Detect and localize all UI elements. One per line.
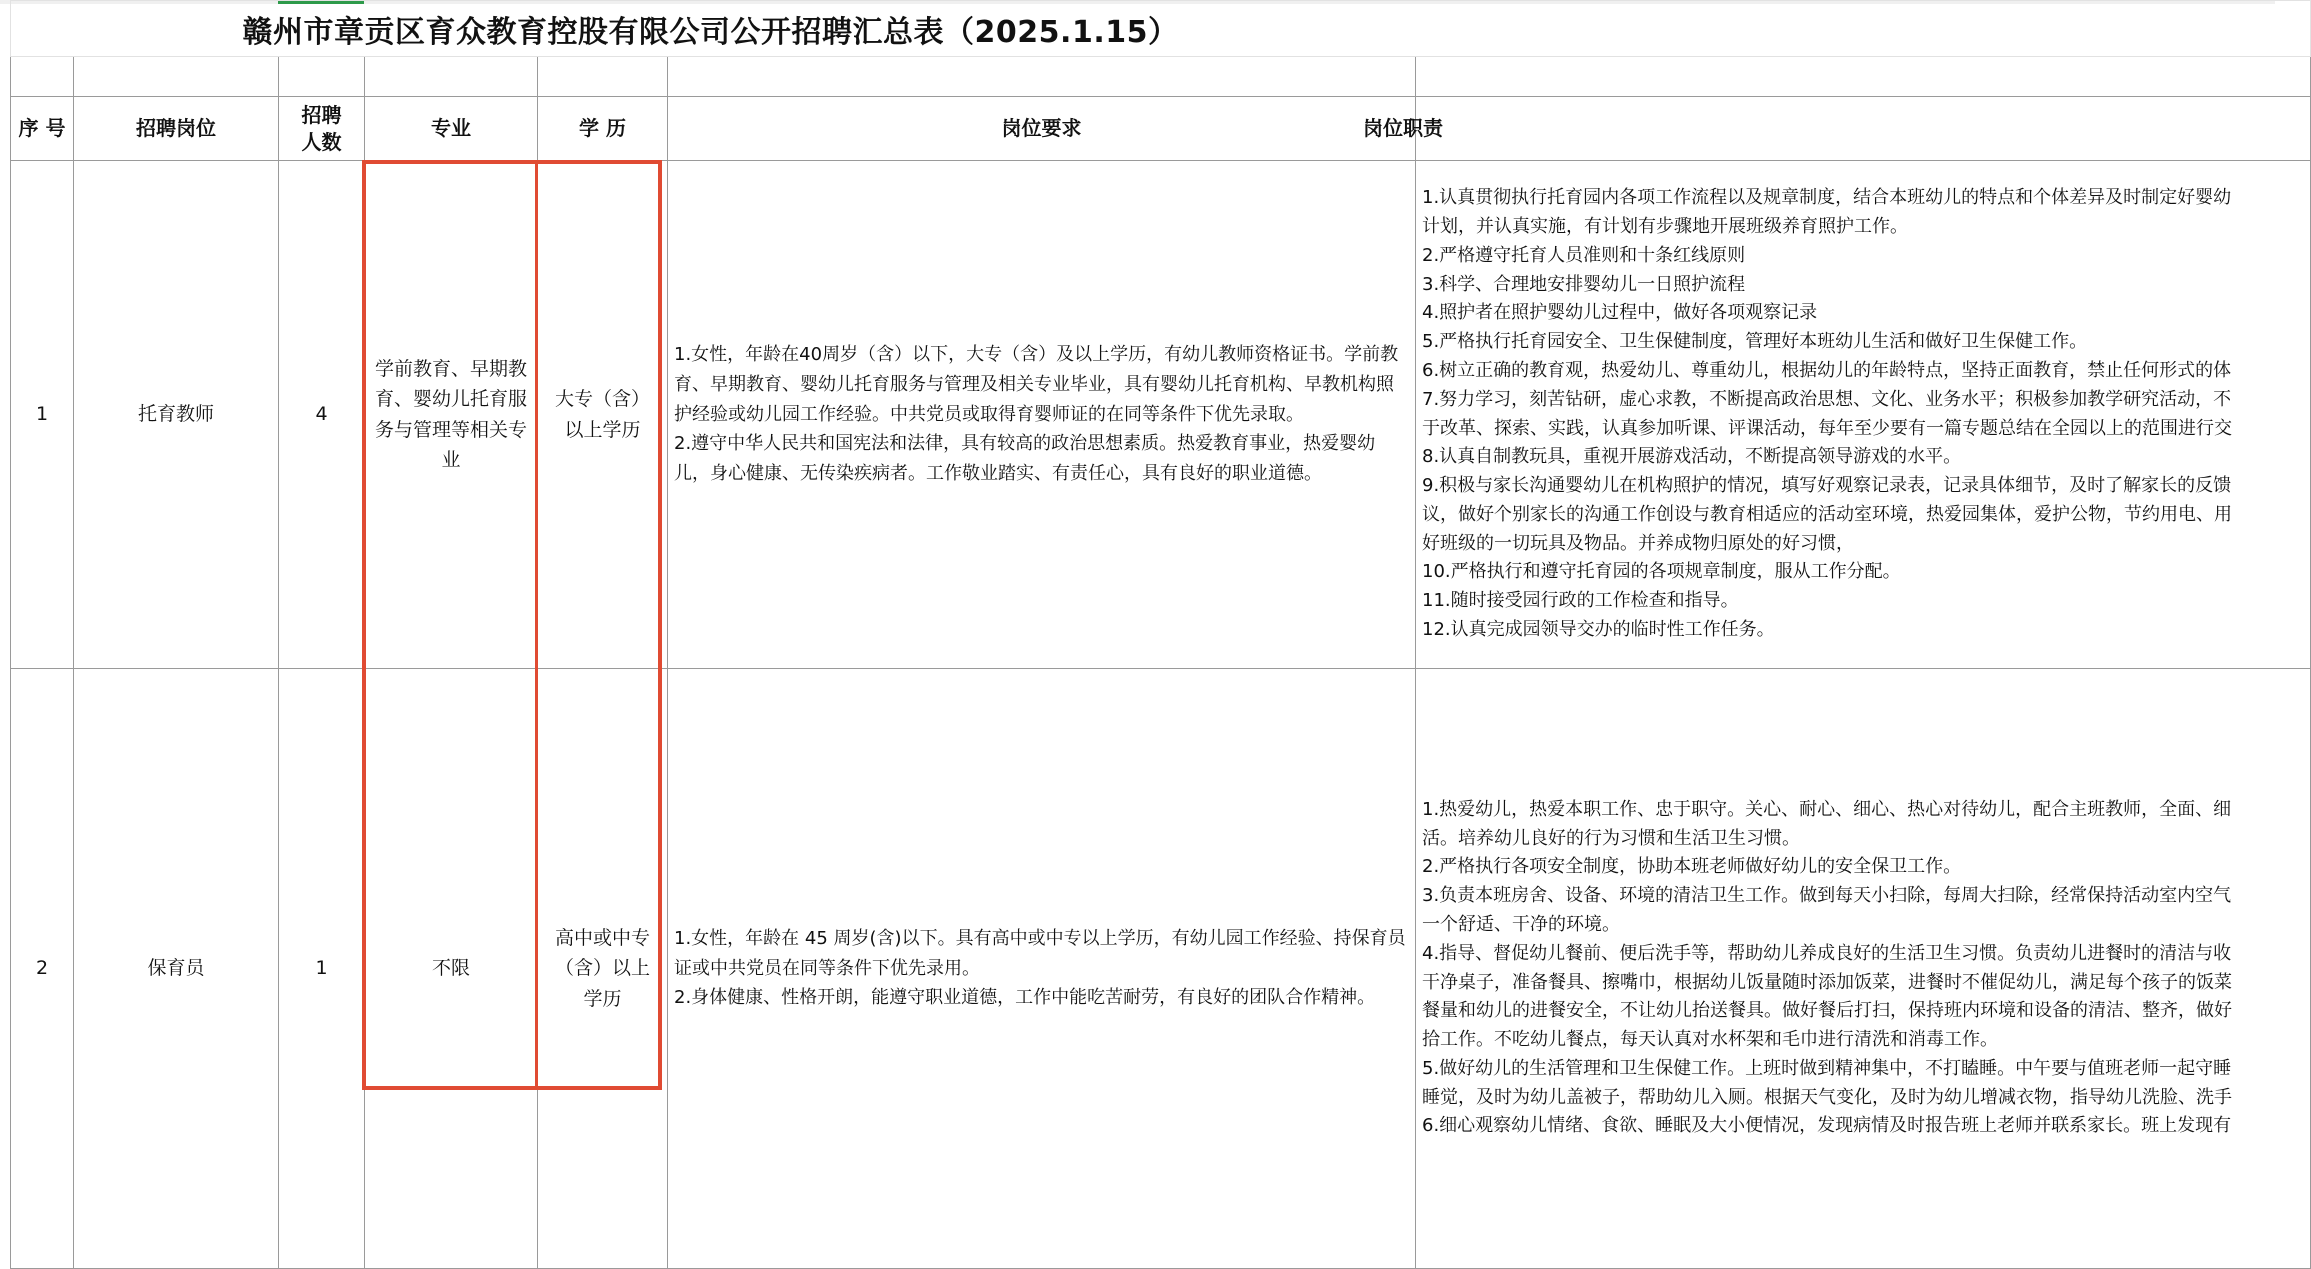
duty-line: 活。培养幼儿良好的行为习惯和生活卫生习惯。 [1422, 827, 1800, 849]
row-requirements[interactable] [668, 669, 1416, 1269]
duty-line: 计划，并认真实施，有计划有步骤地开展班级养育照护工作。 [1422, 215, 1908, 237]
row-major[interactable]: 不限 [365, 669, 538, 1269]
row-position[interactable]: 保育员 [74, 669, 279, 1269]
duty-line: 干净桌子，准备餐具、擦嘴巾，根据幼儿饭量随时添加饭菜，进餐时不催促幼儿，满足每个孩子的饭菜 [1422, 971, 2232, 993]
duty-line: 睡觉，及时为幼儿盖被子，帮助幼儿入厕。根据天气变化，及时为幼儿增减衣物，指导幼儿洗脸、洗手 [1422, 1086, 2232, 1108]
empty-cell[interactable] [11, 57, 74, 97]
duty-line: 12.认真完成园领导交办的临时性工作任务。 [1422, 619, 1775, 641]
row-duties[interactable] [1416, 161, 2311, 669]
duty-line: 4.照护者在照护婴幼儿过程中，做好各项观察记录 [1422, 302, 1818, 324]
duty-line: 6.树立正确的教育观，热爱幼儿、尊重幼儿，根据幼儿的年龄特点，坚持正面教育，禁止任何形式的体 [1422, 359, 2232, 381]
header-position[interactable]: 招聘岗位 [74, 97, 279, 161]
row-position[interactable]: 托育教师 [74, 161, 279, 669]
requirement-line: 2.遵守中华人民共和国宪法和法律，具有较高的政治思想素质。热爱教育事业，热爱婴幼儿，身心健康、无传染疾病者。工作敬业踏实、有责任心，具有良好的职业道德。 [674, 433, 1376, 485]
table-row [11, 161, 2311, 669]
table-row [11, 669, 2311, 1269]
duty-line: 一个舒适、干净的环境。 [1422, 913, 1620, 935]
header-count-text: 招聘人数 [301, 102, 342, 154]
header-major[interactable]: 专业 [365, 97, 538, 161]
row-seq[interactable]: 2 [11, 669, 74, 1269]
sheet-title[interactable] [11, 1, 2311, 57]
duty-line: 2.严格遵守托育人员准则和十条红线原则 [1422, 244, 1746, 266]
duty-line: 好班级的一切玩具及物品。并养成物归原处的好习惯， [1422, 532, 1854, 554]
duty-line: 5.做好幼儿的生活管理和卫生保健工作。上班时做到精神集中，不打瞌睡。中午要与值班老师一起守睡 [1422, 1057, 2232, 1079]
row-education[interactable]: 大专（含）以上学历 [538, 161, 668, 669]
row-seq[interactable]: 1 [11, 161, 74, 669]
row-requirements[interactable] [668, 161, 1416, 669]
empty-cell[interactable] [538, 57, 668, 97]
duty-line: 4.指导、督促幼儿餐前、便后洗手等，帮助幼儿养成良好的生活卫生习惯。负责幼儿进餐时的清洁与收 [1422, 942, 2232, 964]
empty-cell[interactable] [365, 57, 538, 97]
empty-cell[interactable] [279, 57, 365, 97]
duty-line: 2.严格执行各项安全制度，协助本班老师做好幼儿的安全保卫工作。 [1422, 856, 1962, 878]
requirement-line: 2.身体健康、性格开朗，能遵守职业道德，工作中能吃苦耐劳，有良好的团队合作精神。 [674, 987, 1376, 1009]
duty-line: 7.努力学习，刻苦钻研，虚心求教，不断提高政治思想、文化、业务水平；积极参加教学研究活动，不 [1422, 388, 2232, 410]
duty-line: 10.严格执行和遵守托育园的各项规章制度，服从工作分配。 [1422, 561, 1901, 583]
duty-line: 5.严格执行托育园安全、卫生保健制度，管理好本班幼儿生活和做好卫生保健工作。 [1422, 331, 2088, 353]
duty-line: 1.认真贯彻执行托育园内各项工作流程以及规章制度，结合本班幼儿的特点和个体差异及时制定好婴幼 [1422, 187, 2232, 209]
header-count[interactable] [279, 97, 365, 161]
header-row [11, 97, 2311, 161]
row-count[interactable]: 4 [279, 161, 365, 669]
row-education[interactable]: 高中或中专（含）以上学历 [538, 669, 668, 1269]
duty-line: 餐量和幼儿的进餐安全，不让幼儿抬送餐具。做好餐后打扫，保持班内环境和设备的清洁、整齐，做好 [1422, 1000, 2232, 1022]
recruitment-table [10, 0, 2311, 1269]
row-duties[interactable] [1416, 669, 2311, 1269]
sheet-title-text: 赣州市章贡区育众教育控股有限公司公开招聘汇总表（2025.1.15） [242, 14, 1179, 50]
duty-line: 3.科学、合理地安排婴幼儿一日照护流程 [1422, 273, 1746, 295]
duty-line: 11.随时接受园行政的工作检查和指导。 [1422, 590, 1739, 612]
empty-cell[interactable] [74, 57, 279, 97]
empty-cell[interactable] [668, 57, 1416, 97]
header-duties[interactable] [1363, 97, 2311, 161]
duty-line: 8.认真自制教玩具，重视开展游戏活动，不断提高领导游戏的水平。 [1422, 446, 1962, 468]
duty-line: 于改革、探索、实践，认真参加听课、评课活动，每年至少要有一篇专题总结在全园以上的范围进行交 [1422, 417, 2232, 439]
row-major[interactable]: 学前教育、早期教育、婴幼儿托育服务与管理等相关专业 [365, 161, 538, 669]
duty-line: 3.负责本班房舍、设备、环境的清洁卫生工作。做到每天小扫除，每周大扫除，经常保持活动室内空气 [1422, 885, 2232, 907]
duty-line: 拾工作。不吃幼儿餐点，每天认真对水杯架和毛巾进行清洗和消毒工作。 [1422, 1029, 1998, 1051]
header-seq[interactable]: 序 号 [11, 97, 74, 161]
requirement-line: 1.女性，年龄在40周岁（含）以下，大专（含）及以上学历，有幼儿教师资格证书。学前教育、早期教育、婴幼儿托育服务与管理及相关专业毕业，具有婴幼儿托育机构、早教机构照护经验或幼儿园工作经验。中共党员或取得育婴师证的在同等条件下优先录取。 [674, 344, 1399, 425]
header-requirements[interactable]: 岗位要求 [668, 97, 1416, 161]
duty-line: 6.细心观察幼儿情绪、食欲、睡眠及大小便情况，发现病情及时报告班上老师并联系家长。班上发现有 [1422, 1115, 2232, 1137]
duty-line: 议，做好个别家长的沟通工作创设与教育相适应的活动室环境，热爱园集体，爱护公物，节约用电、用 [1422, 503, 2232, 525]
duty-line: 1.热爱幼儿，热爱本职工作、忠于职守。关心、耐心、细心、热心对待幼儿，配合主班教师，全面、细 [1422, 798, 2232, 820]
header-duties-text: 岗位职责 [1363, 116, 1443, 140]
row-count[interactable]: 1 [279, 669, 365, 1269]
header-education[interactable]: 学 历 [538, 97, 668, 161]
requirement-line: 1.女性，年龄在 45 周岁(含)以下。具有高中或中专以上学历，有幼儿园工作经验、持保育员证或中共党员在同等条件下优先录用。 [674, 927, 1406, 979]
duty-line: 9.积极与家长沟通婴幼儿在机构照护的情况，填写好观察记录表，记录具体细节，及时了解家长的反馈 [1422, 475, 2232, 497]
empty-cell[interactable] [1416, 57, 2311, 97]
